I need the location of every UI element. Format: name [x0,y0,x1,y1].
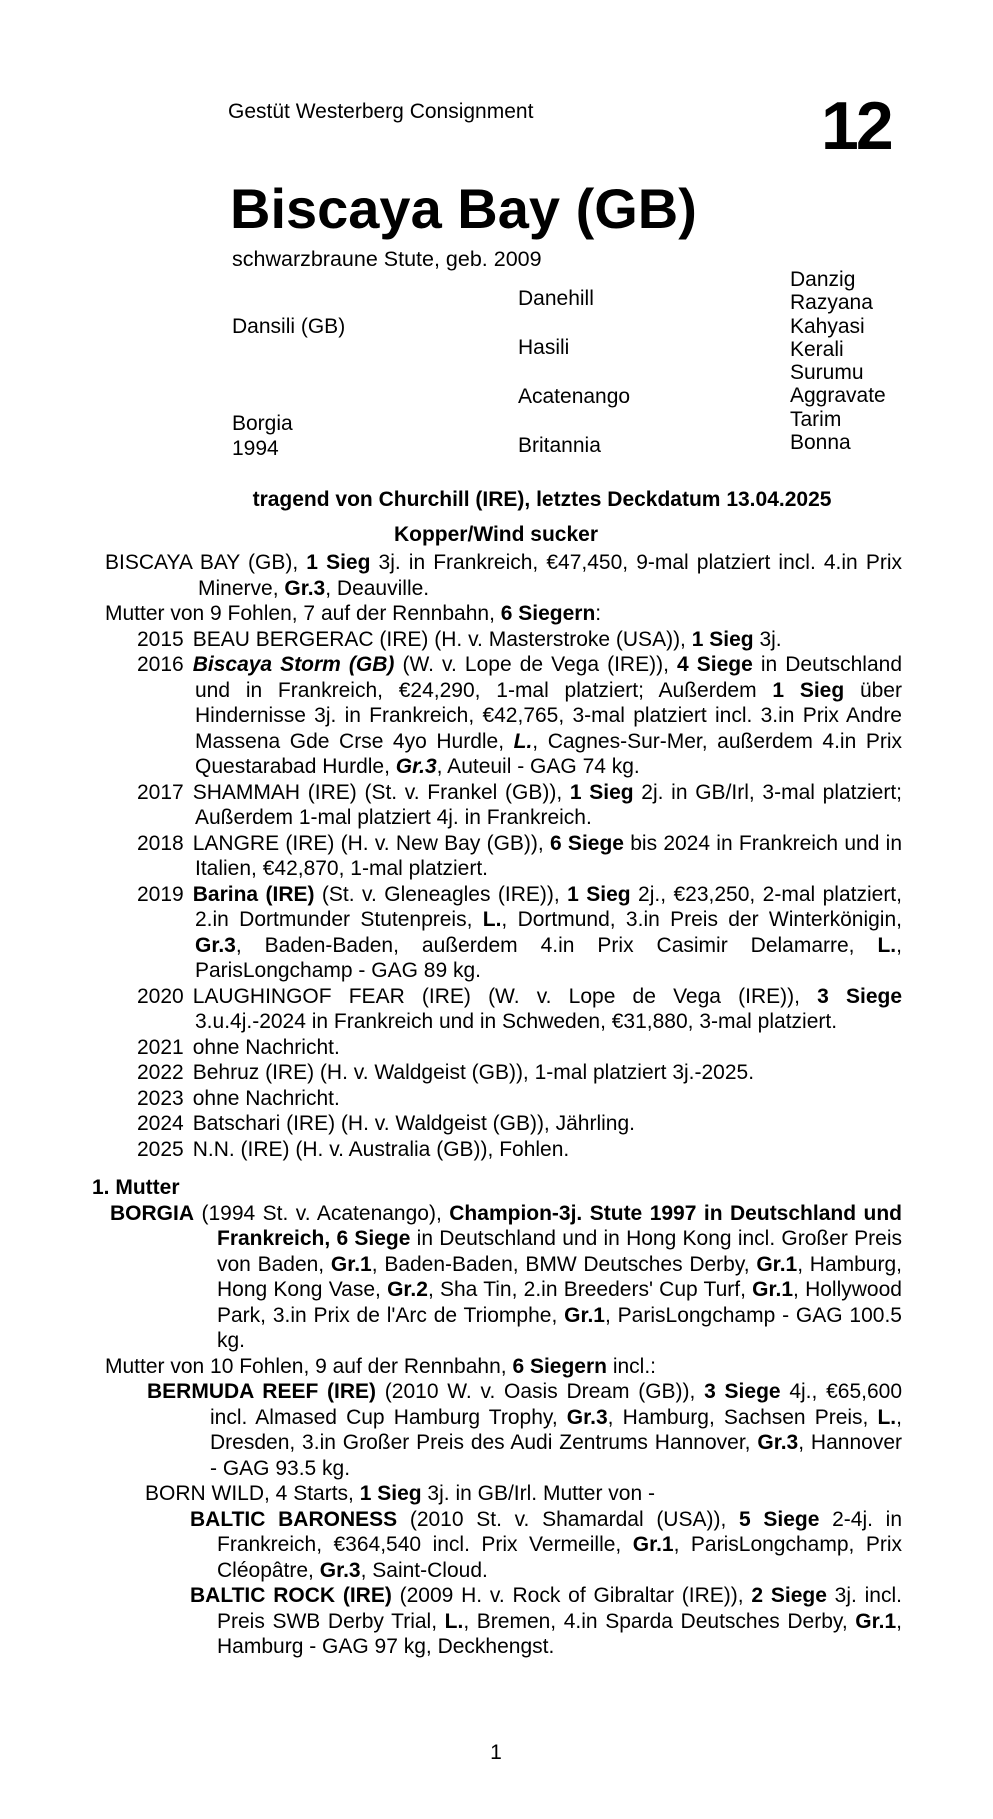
descendant-record-baltic-rock: BALTIC ROCK (IRE) (2009 H. v. Rock of Gibraltar (IRE)), 2 Siege 3j. incl. Preis SWB Derby Trial, L., Bremen, 4.in Sparda Deutsches Derby, Gr.1, Hamburg - GAG 97 kg, Deckhengst. [190,1584,902,1658]
produce-text: LAUGHINGOF FEAR (IRE) (W. v. Lope de Vega (IRE)), 3 Siege 3.u.4j.-2024 in Frankreich und in Schweden, €31,880, 3-mal platziert. [192,984,902,1033]
granddam-maternal: Britannia [518,434,601,457]
dam-entry [232,411,293,461]
dam-year: 1994 [232,437,279,460]
produce-record-2015 [105,627,902,653]
produce-year: 2018 [137,831,184,855]
produce-record-2023 [105,1086,902,1112]
broodmare-summary: Mutter von 9 Fohlen, 7 auf der Rennbahn, 6 Siegern: [105,602,602,625]
great-grandparent: Razyana [790,291,873,315]
produce-text: Batschari (IRE) (H. v. Waldgeist (GB)), Jährling. [192,1112,635,1135]
descendant-record-baltic-baroness: BALTIC BARONESS (2010 St. v. Shamardal (USA)), 5 Siege 2-4j. in Frankreich, €364,540 incl. Prix Vermeille, Gr.1, ParisLongchamp, Prix Cléopâtre, Gr.3, Saint-Cloud. [190,1507,903,1582]
race-record: BISCAYA BAY (GB), 1 Sieg 3j. in Frankreich, €47,450, 9-mal platziert incl. 4.in Prix Minerve, Gr.3, Deauville. [105,551,902,600]
granddam-paternal: Hasili [518,336,570,359]
produce-year: 2016 [137,653,184,676]
great-grandparents-column [790,268,886,454]
produce-year: 2021 [137,1035,184,1059]
lot-number: 12 [821,88,891,164]
produce-text: ohne Nachricht. [192,1086,340,1110]
page-number: 1 [490,1741,502,1764]
first-dam-summary: Mutter von 10 Fohlen, 9 auf der Rennbahn, 6 Siegern incl.: [105,1354,656,1378]
produce-record-2018 [105,831,902,882]
produce-text: LANGRE (IRE) (H. v. New Bay (GB)), 6 Siege bis 2024 in Frankreich und in Italien, €42,870, 1-mal platziert. [192,831,902,880]
produce-year: 2022 [137,1061,184,1084]
produce-text: Barina (IRE) (St. v. Gleneagles (IRE)), 1 Sieg 2j., €23,250, 2-mal platziert, 2.in Dortmunder Stutenpreis, L., Dortmund, 3.in Preis der Winterkönigin, Gr.3, Baden-Baden, außerdem 4.in Prix Casimir Delamarre, L., ParisLongchamp - GAG 89 kg. [192,882,902,982]
great-grandparent: Bonna [790,431,851,455]
produce-record-2025 [105,1137,902,1163]
sibling-record-bermuda-reef: BERMUDA REEF (IRE) (2010 W. v. Oasis Dream (GB)), 3 Siege 4j., €65,600 incl. Almased Cup Hamburg Trophy, Gr.3, Hamburg, Sachsen Preis, L., Dresden, 3.in Großer Preis des Audi Zentrums Hannover, Gr.3, Hannover - GAG 93.5 kg. [147,1380,903,1480]
produce-record-2022 [105,1060,902,1086]
catalog-text [90,487,902,1660]
produce-record-2024 [105,1111,902,1137]
sire-name: Dansili (GB) [232,315,346,338]
produce-text: Biscaya Storm (GB) (W. v. Lope de Vega (IRE)), 4 Siege in Deutschland und in Frankreich, €24,290, 1-mal platziert; Außerdem 1 Sieg über Hindernisse 3j. in Frankreich, €42,765, 3-mal platziert incl. 3.in Prix Andre Massena Gde Crse 4yo Hurdle, L., Cagnes-Sur-Mer, außerdem 4.in Prix Questarabad Hurdle, Gr.3, Auteuil - GAG 74 kg. [192,653,903,778]
produce-text: BEAU BERGERAC (IRE) (H. v. Masterstroke (USA)), 1 Sieg 3j. [192,627,782,651]
horse-name: Biscaya Bay (GB) [230,177,697,240]
dam-name: Borgia [232,412,293,435]
first-dam-record-borgia: BORGIA (1994 St. v. Acatenango), Champion-3j. Stute 1997 in Deutschland und Frankreich, 6 Siege in Deutschland und in Hong Kong incl. Großer Preis von Baden, Gr.1, Baden-Baden, BMW Deutsches Derby, Gr.1, Hamburg, Hong Kong Vase, Gr.2, Sha Tin, 2.in Breeders' Cup Turf, Gr.1, Hollywood Park, 3.in Prix de l'Arc de Triomphe, Gr.1, ParisLongchamp - GAG 100.5 kg. [110,1201,902,1352]
produce-record-2016 [105,652,902,780]
grandsire-paternal: Danehill [518,287,594,310]
covering-status: tragend von Churchill (IRE), letztes Deckdatum 13.04.2025 [252,488,832,511]
produce-text: SHAMMAH (IRE) (St. v. Frankel (GB)), 1 Sieg 2j. in GB/Irl, 3-mal platziert; Außerdem 1-mal platziert 4j. in Frankreich. [192,780,903,829]
produce-year: 2017 [137,780,184,804]
produce-year: 2025 [137,1137,184,1161]
great-grandparent: Surumu [790,361,864,385]
great-grandparent: Kerali [790,337,844,361]
health-note: Kopper/Wind sucker [393,522,598,546]
great-grandparent: Kahyasi [790,314,865,338]
produce-year: 2015 [137,627,184,651]
produce-year: 2023 [137,1086,184,1110]
produce-record-2019 [105,882,902,984]
consignor-name: Gestüt Westerberg Consignment [228,100,534,123]
produce-year: 2024 [137,1112,184,1135]
produce-year: 2020 [137,984,184,1008]
produce-year: 2019 [137,882,184,906]
first-dam-heading: 1. Mutter [92,1176,180,1199]
sibling-record-born-wild: BORN WILD, 4 Starts, 1 Sieg 3j. in GB/Irl. Mutter von - [145,1482,655,1505]
produce-record-2017 [105,780,902,831]
produce-text: N.N. (IRE) (H. v. Australia (GB)), Fohlen. [192,1137,570,1161]
horse-description: schwarzbraune Stute, geb. 2009 [232,247,542,271]
great-grandparent: Danzig [790,268,856,291]
produce-record-2020 [105,984,902,1035]
produce-record-2021 [105,1035,902,1061]
great-grandparent: Tarim [790,407,842,431]
grandsire-maternal: Acatenango [518,385,631,408]
great-grandparent: Aggravate [790,384,886,408]
produce-text: Behruz (IRE) (H. v. Waldgeist (GB)), 1-mal platziert 3j.-2025. [192,1061,755,1084]
produce-text: ohne Nachricht. [192,1035,340,1059]
